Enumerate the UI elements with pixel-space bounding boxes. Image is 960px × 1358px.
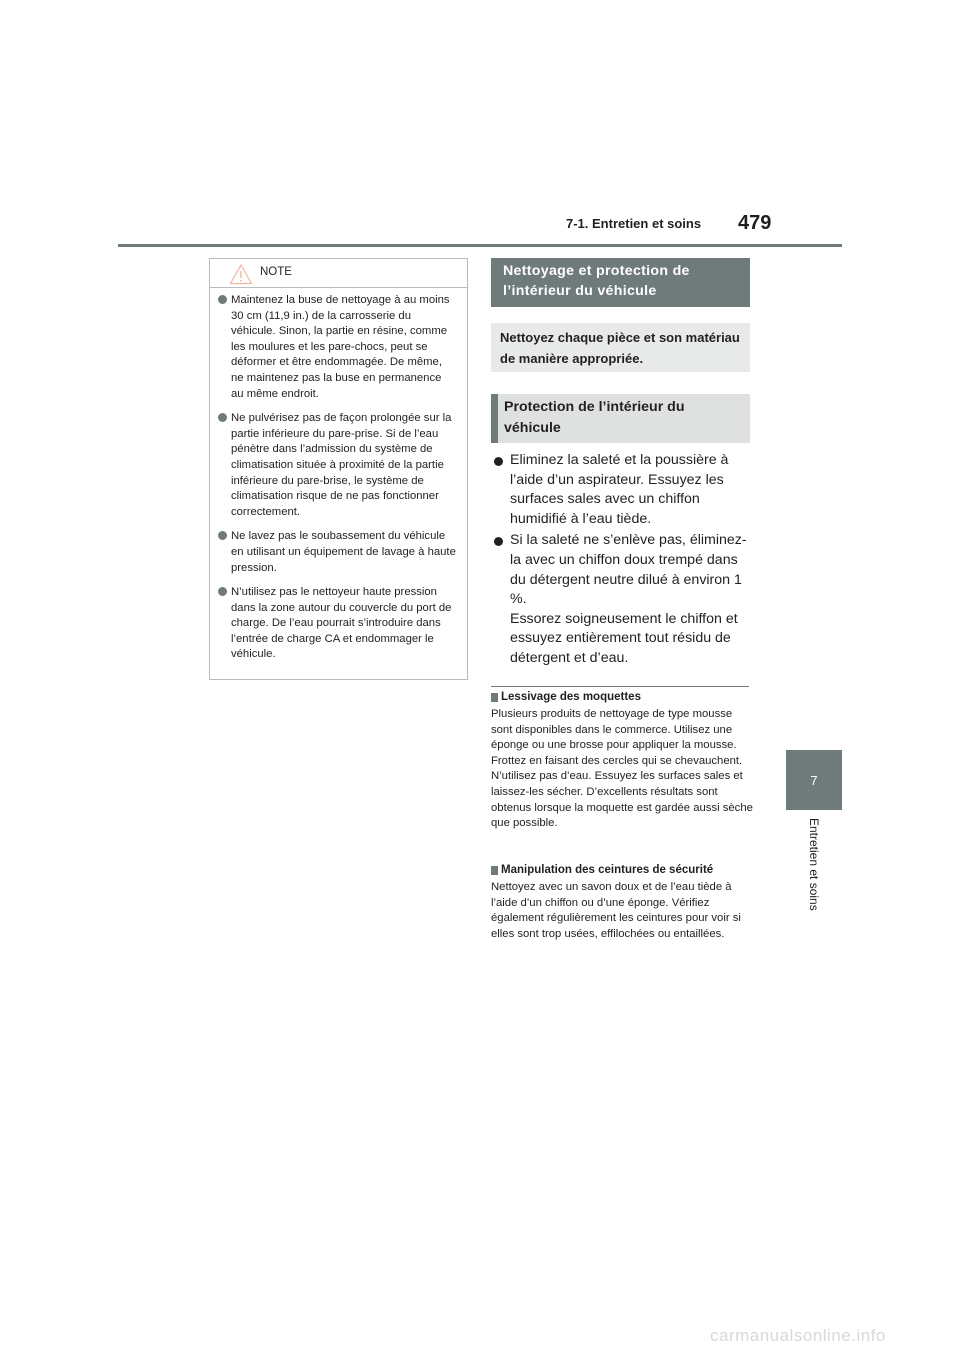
watermark: carmanualsonline.info bbox=[710, 1326, 886, 1345]
bullet-icon bbox=[218, 531, 227, 540]
warning-triangle-icon bbox=[229, 263, 253, 285]
bullet-text: Eliminez la saleté et la poussière à l’aide d’un aspirateur. Essuyez les surfaces sales avec un chiffon humidifié à l’eau tiède. bbox=[510, 452, 729, 527]
section-title-banner: Nettoyage et protection de l’intérieur du véhicule bbox=[491, 258, 750, 307]
subsection-heading-text: Lessivage des moquettes bbox=[501, 691, 641, 703]
subsection-heading bbox=[491, 690, 753, 705]
subsection-body: Nettoyez avec un savon doux et de l’eau tiède à l’aide d’un chiffon ou d’une éponge. Vérifiez également régulièrement les ceintures pour voir si elles sont trop usées, effilochées ou entaillées. bbox=[491, 881, 741, 940]
note-item bbox=[218, 293, 457, 402]
bullet-icon bbox=[494, 457, 503, 466]
intro-box: Nettoyez chaque pièce et son matériau de manière appropriée. bbox=[491, 323, 750, 372]
note-item-text: Ne pulvérisez pas de façon prolongée sur la partie inférieure du pare-prise. Si de l’eau pénètre dans l’admission du système de climatisation située à proximité de la partie inférieure du pare-brise, le système de climatisation risque de ne pas fonctionner correctement. bbox=[231, 412, 452, 518]
bullet-icon bbox=[218, 413, 227, 422]
bullet-list bbox=[492, 451, 754, 671]
header-rule bbox=[118, 244, 842, 247]
note-item bbox=[218, 411, 457, 520]
bullet-icon bbox=[218, 587, 227, 596]
header-section-title: 7-1. Entretien et soins bbox=[566, 216, 702, 231]
section-divider bbox=[491, 686, 749, 687]
bullet-icon bbox=[494, 537, 503, 546]
note-header bbox=[210, 259, 467, 288]
note-item bbox=[218, 529, 457, 576]
subsection-seatbelts bbox=[491, 863, 753, 942]
subsection-carpets bbox=[491, 690, 753, 832]
note-item-text: Maintenez la buse de nettoyage à au moins 30 cm (11,9 in.) de la carrosserie du véhicule. Sinon, la partie en résine, comme les moulures et les pare-chocs, peut se déformer et être endommagée. De même, ne maintenez pas la buse en permanence au même endroit. bbox=[231, 294, 450, 400]
chapter-tab bbox=[786, 750, 842, 810]
note-item-text: Ne lavez pas le soubassement du véhicule en utilisant un équipement de lavage à haute pression. bbox=[231, 530, 456, 574]
subsection-heading-text: Manipulation des ceintures de sécurité bbox=[501, 864, 714, 876]
subsection-title-banner: Protection de l’intérieur du véhicule bbox=[491, 394, 750, 443]
subsection-heading bbox=[491, 863, 753, 878]
note-items bbox=[210, 288, 467, 663]
bullet-text: Si la saleté ne s’enlève pas, éliminez-la avec un chiffon doux trempé dans du détergent neutre dilué à environ 1 %. Essorez soigneusement le chiffon et essuyez entièrement tout résidu de détergent et d’eau. bbox=[510, 532, 747, 666]
bullet-item bbox=[492, 531, 754, 668]
subsection-body: Plusieurs produits de nettoyage de type mousse sont disponibles dans le commerce. Utilisez une éponge ou une brosse pour appliquer la mousse. Frottez en faisant des cercles qui se chevauchent. N’utilisez pas d’eau. Essuyez les surfaces sales et laissez-les sécher. D’excellents résultats sont obtenus lorsque la moquette est gardée aussi sèche que possible. bbox=[491, 708, 753, 830]
bullet-item bbox=[492, 451, 754, 529]
chapter-side-label bbox=[786, 818, 842, 948]
chapter-number: 7 bbox=[810, 772, 818, 788]
chapter-title: Entretien et soins bbox=[807, 818, 821, 911]
bullet-icon bbox=[218, 295, 227, 304]
note-title: NOTE bbox=[260, 266, 292, 278]
note-item-text: N’utilisez pas le nettoyeur haute pression dans la zone autour du couvercle du port de charge. De l’eau pourrait s’introduire dans l’entrée de charge CA et endommager le véhicule. bbox=[231, 586, 452, 661]
note-box bbox=[209, 258, 468, 680]
note-item bbox=[218, 585, 457, 663]
square-marker-icon bbox=[491, 693, 498, 702]
page-number: 479 bbox=[738, 212, 772, 234]
square-marker-icon bbox=[491, 866, 498, 875]
